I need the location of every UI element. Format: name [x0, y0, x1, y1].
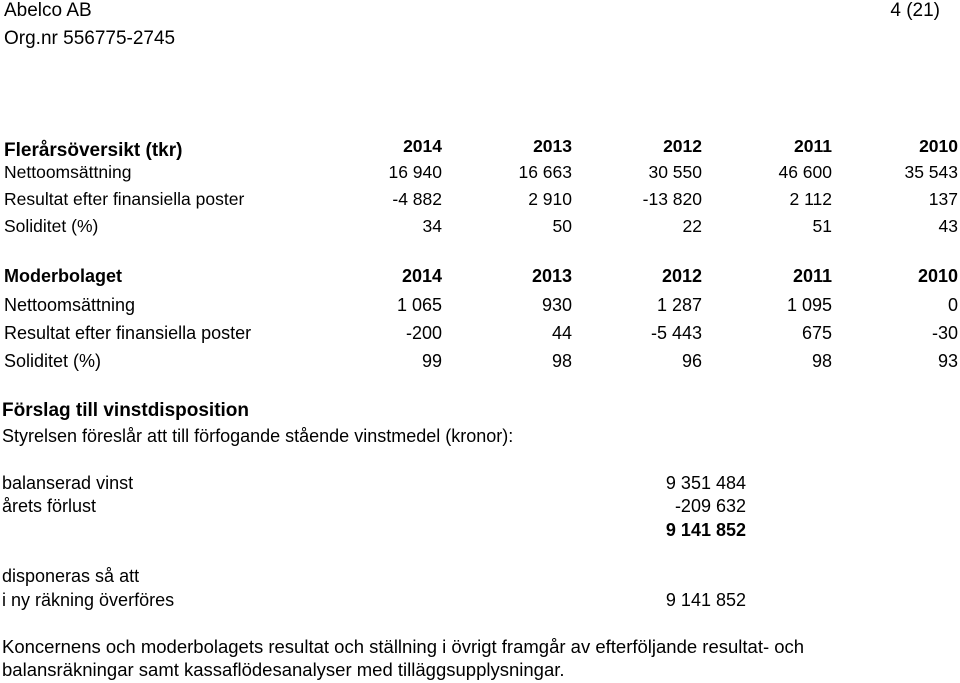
moderbolag-row-label: Nettoomsättning: [4, 295, 136, 315]
koncern-cell: 35 543: [904, 162, 958, 182]
koncern-row-label: Soliditet (%): [4, 216, 99, 236]
koncern-year: 2013: [533, 136, 572, 156]
moderbolag-year: 2014: [401, 266, 442, 286]
moderbolag-title: Moderbolaget: [4, 266, 123, 286]
moderbolag-cell: 98: [551, 351, 572, 371]
vinstmedel-total: 9 141 852: [665, 520, 746, 540]
koncern-year: 2012: [663, 136, 702, 156]
moderbolag-cell: 44: [551, 323, 572, 343]
moderbolag-row-label: Resultat efter finansiella poster: [4, 323, 252, 343]
koncern-year: 2010: [919, 136, 958, 156]
koncern-cell: 137: [928, 189, 958, 209]
arets-forlust-value: -209 632: [674, 496, 746, 516]
moderbolag-cell: 99: [421, 351, 442, 371]
moderbolag-cell: -5 443: [650, 323, 702, 343]
footer-line-2: balansräkningar samt kassaflödesanalyser med tilläggsupplysningar.: [2, 659, 565, 680]
balanserad-vinst-label: balanserad vinst: [2, 473, 134, 493]
moderbolag-cell: 0: [947, 295, 958, 315]
moderbolag-year: 2011: [792, 266, 832, 286]
koncern-cell: 30 550: [648, 162, 702, 182]
moderbolag-year: 2010: [917, 266, 958, 286]
koncern-cell: 22: [682, 216, 702, 236]
disponeras-label: disponeras så att: [2, 566, 140, 586]
koncern-cell: 16 663: [518, 162, 572, 182]
company-name: Abelco AB: [4, 0, 92, 21]
koncern-row-label: Resultat efter finansiella poster: [4, 189, 245, 209]
overfores-value: 9 141 852: [665, 590, 746, 610]
moderbolag-row-label: Soliditet (%): [4, 351, 102, 371]
moderbolag-year: 2013: [531, 266, 572, 286]
moderbolag-cell: -200: [405, 323, 442, 343]
moderbolag-cell: 1 065: [396, 295, 442, 315]
moderbolag-cell: 675: [801, 323, 832, 343]
koncern-cell: -13 820: [642, 189, 702, 209]
moderbolag-cell: 93: [937, 351, 958, 371]
koncern-row-label: Nettoomsättning: [4, 162, 132, 182]
vinstdisposition-intro: Styrelsen föreslår att till förfogande stående vinstmedel (kronor):: [2, 426, 514, 446]
koncern-title: Flerårsöversikt (tkr): [4, 140, 183, 161]
moderbolag-cell: 1 287: [656, 295, 702, 315]
koncern-cell: 34: [422, 216, 442, 236]
koncern-cell: 2 112: [789, 189, 832, 209]
koncern-cell: 50: [552, 216, 572, 236]
koncern-cell: 2 910: [528, 189, 572, 209]
moderbolag-cell: 930: [541, 295, 572, 315]
overfores-label: i ny räkning överföres: [2, 590, 175, 610]
koncern-cell: 43: [938, 216, 958, 236]
moderbolag-year: 2012: [661, 266, 702, 286]
moderbolag-cell: 96: [681, 351, 702, 371]
arets-forlust-label: årets förlust: [2, 496, 97, 516]
moderbolag-cell: -30: [931, 323, 958, 343]
koncern-year: 2011: [794, 136, 832, 156]
koncern-cell: 16 940: [388, 162, 442, 182]
footer-line-1: Koncernens och moderbolagets resultat och ställning i övrigt framgår av efterföljande resultat- och: [2, 636, 805, 657]
vinstdisposition-title: Förslag till vinstdisposition: [2, 400, 250, 421]
koncern-cell: 51: [812, 216, 832, 236]
page-number: 4 (21): [890, 0, 940, 21]
koncern-cell: 46 600: [778, 162, 832, 182]
moderbolag-cell: 1 095: [786, 295, 832, 315]
org-number: Org.nr 556775-2745: [4, 28, 176, 49]
moderbolag-cell: 98: [811, 351, 832, 371]
koncern-year: 2014: [403, 136, 442, 156]
koncern-cell: -4 882: [392, 189, 442, 209]
balanserad-vinst-value: 9 351 484: [665, 473, 746, 493]
